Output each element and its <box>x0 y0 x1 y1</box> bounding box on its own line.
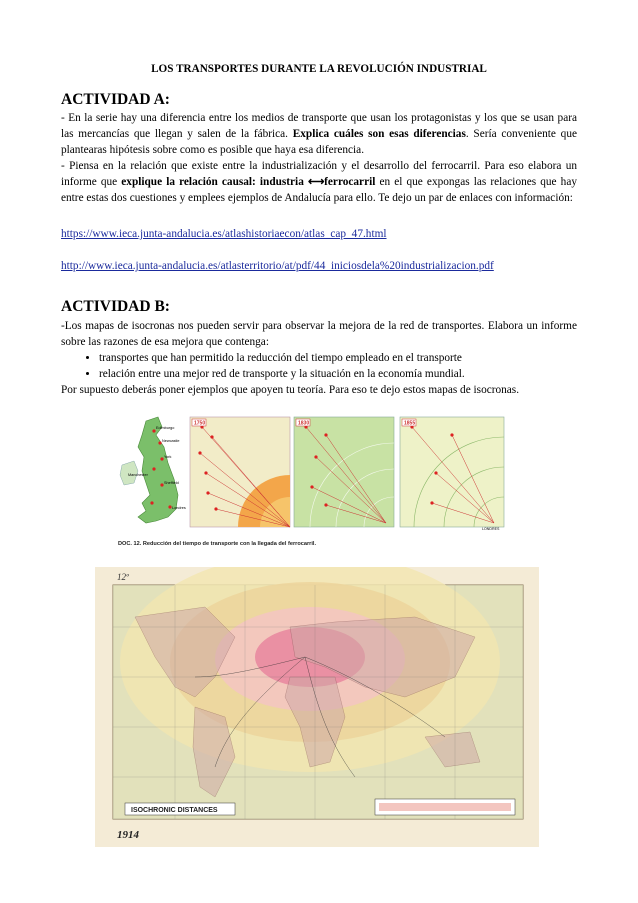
figure-city-label: Sheffield <box>164 481 179 485</box>
page-title: LOS TRANSPORTES DURANTE LA REVOLUCIÓN INDUSTRIAL <box>151 63 487 75</box>
panel-year-label: 1830 <box>298 420 310 427</box>
isochronic-world-map-image <box>95 567 539 847</box>
link-atlas-historia-economica[interactable]: https://www.ieca.junta-andalucia.es/atlashistoriaecon/atlas_cap_47.html <box>61 228 387 240</box>
actividad-b-paragraph-1: -Los mapas de isocronas nos pueden servir para observar la mejora de la red de transportes. Elabora un informe sobre las razones de esa mejora que contenga: <box>61 320 577 348</box>
actividad-b-bullet-list <box>61 350 615 382</box>
panel-scale-label: LONDRES <box>482 527 500 531</box>
world-map-page-number: 12º <box>117 572 129 582</box>
heading-actividad-b: ACTIVIDAD B: <box>61 298 170 315</box>
figure-city-label: Edimburgo <box>156 426 175 430</box>
figure-city-label: Manchester <box>128 473 148 477</box>
isochrone-maps-britain-image <box>116 413 526 531</box>
isochrone-panel-1855 <box>400 417 504 531</box>
actividad-a-paragraph-2: - Piensa en la relación que existe entre la industrialización y el desarrollo del ferrocarril. Para eso elabora un informe que explique la relación causal: industria ⟷ferrocarril en el que expongas las relaciones que hay entre estas dos cuestiones y emplees ejemplos de Andalucía para ello. Te dejo un par de enlaces con información: <box>61 160 577 204</box>
isochrone-panel-1830 <box>294 417 394 527</box>
list-item: • relación entre una mejor red de transporte y la situación en la economía mundial. <box>99 366 615 382</box>
figure-caption: DOC. 12. Reducción del tiempo de transporte con la llegada del ferrocarril. <box>118 541 317 547</box>
world-map-year: 1914 <box>117 829 139 841</box>
panel-year-label: 1855 <box>404 420 416 427</box>
list-item: • transportes que han permitido la reducción del tiempo empleado en el transporte <box>99 350 615 366</box>
isochrone-panel-1750 <box>190 417 290 527</box>
actividad-a-paragraph-1: - En la serie hay una diferencia entre los medios de transporte que usan los protagonistas y los que se usan para las mercancías que llegan y salen de la fábrica. Explica cuáles son esas diferencias. Sería conveniente que plantearas hipótesis sobre como es posible que haya esa diferencia. <box>61 112 577 156</box>
figure-city-label: Londres <box>172 506 186 510</box>
figure-city-label: Newcastle <box>162 439 180 443</box>
figure-city-label: York <box>164 455 172 459</box>
heading-actividad-a: ACTIVIDAD A: <box>61 91 170 108</box>
panel-year-label: 1750 <box>194 420 206 427</box>
world-map-title: ISOCHRONIC DISTANCES <box>131 807 218 814</box>
actividad-b-paragraph-2: Por supuesto deberás poner ejemplos que apoyen tu teoría. Para eso te dejo estos mapas de isocronas. <box>61 384 520 396</box>
link-atlas-territorio-industrializacion[interactable]: http://www.ieca.junta-andalucia.es/atlasterritorio/at/pdf/44_iniciosdela%20industrializacion.pdf <box>61 260 494 272</box>
